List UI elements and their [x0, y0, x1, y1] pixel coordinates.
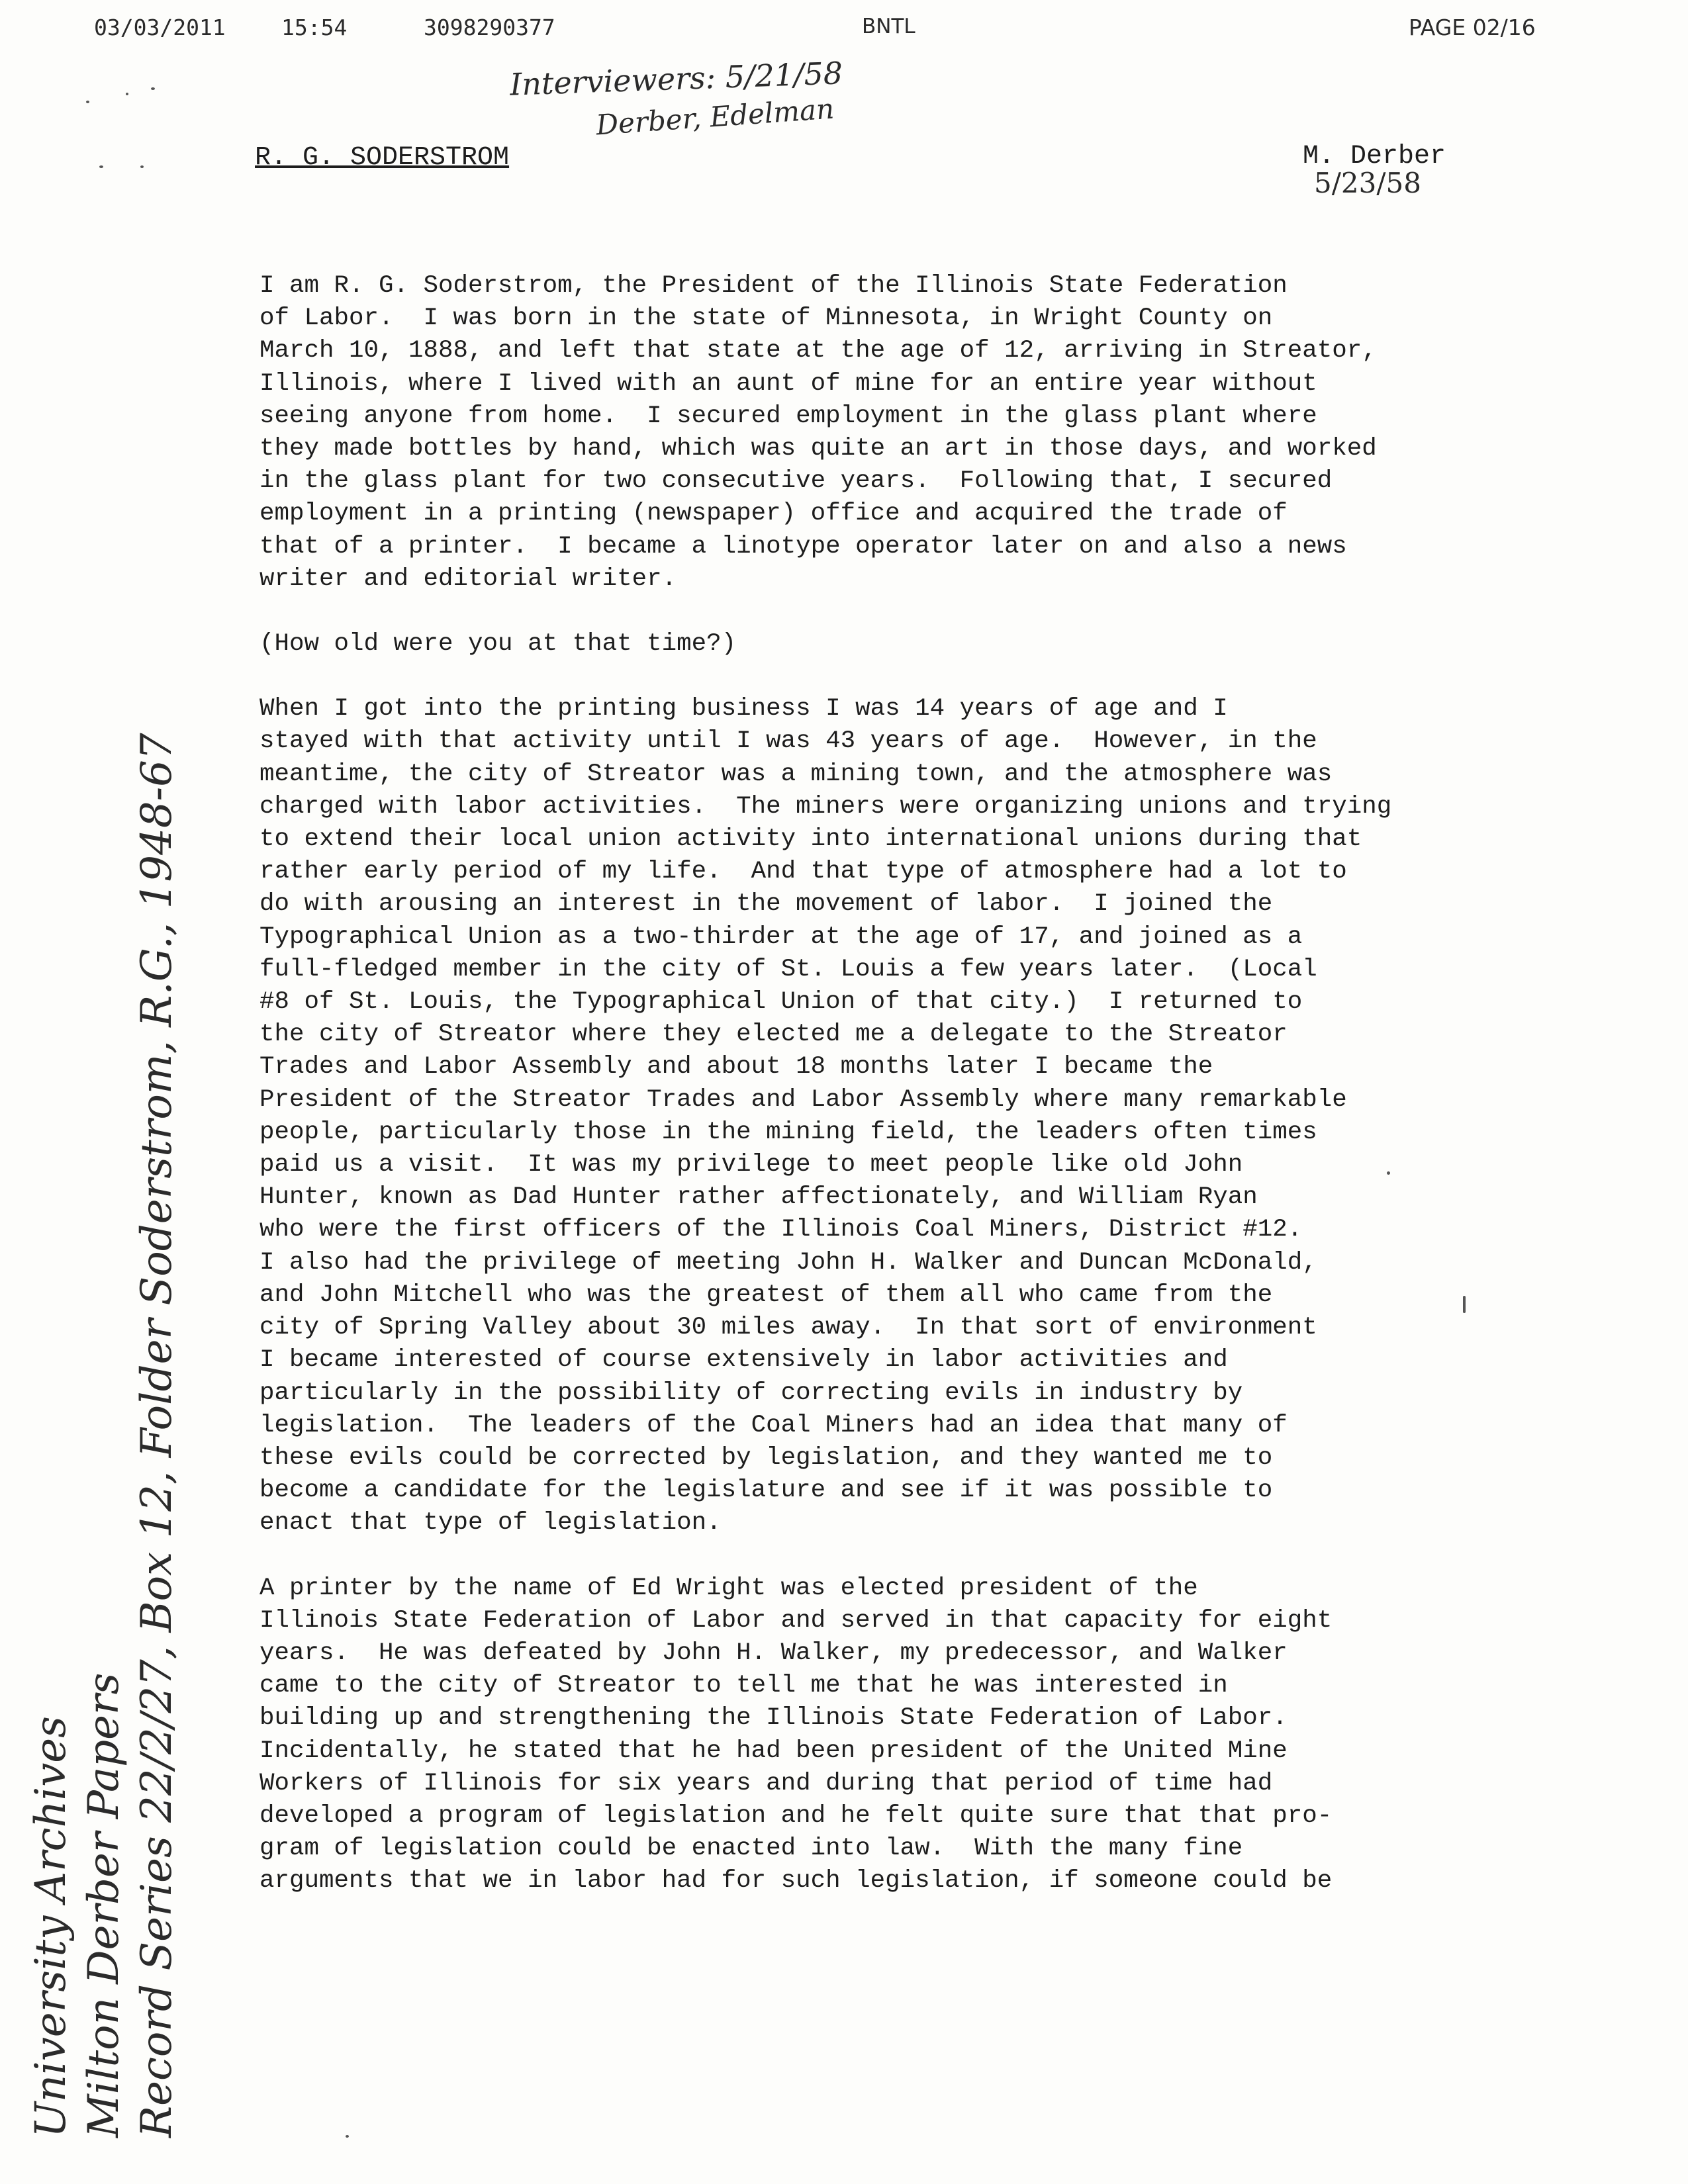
transcript-line: these evils could be corrected by legislation, and they wanted me to	[259, 1443, 1273, 1472]
transcript-paragraph	[259, 270, 1537, 596]
transcript-line: city of Spring Valley about 30 miles away. In that sort of environment	[259, 1314, 1317, 1342]
transcript-paragraph	[259, 1572, 1537, 1898]
transcript-line: I became interested of course extensively in labor activities and	[259, 1346, 1228, 1375]
scan-speck	[151, 87, 155, 90]
transcript-line: writer and editorial writer.	[259, 565, 677, 593]
transcript-line: Hunter, known as Dad Hunter rather affectionately, and William Ryan	[259, 1183, 1258, 1212]
transcript-line: I am R. G. Soderstrom, the President of the Illinois State Federation	[259, 272, 1288, 300]
interviewee-name-heading: R. G. SODERSTROM	[255, 143, 510, 173]
interviewer-name: M. Derber	[1303, 142, 1446, 171]
interview-date: 5/23/58	[1314, 167, 1421, 199]
fax-page-number: PAGE 02/16	[1409, 15, 1536, 40]
handwritten-interviewer-names: Derber, Edelman	[594, 92, 835, 142]
transcript-line: particularly in the possibility of correcting evils in industry by	[259, 1379, 1243, 1407]
transcript-line: Trades and Labor Assembly and about 18 months later I became the	[259, 1053, 1213, 1081]
transcript-line: Illinois State Federation of Labor and served in that capacity for eight	[259, 1606, 1333, 1635]
transcript-line: building up and strengthening the Illinois State Federation of Labor.	[259, 1704, 1288, 1733]
transcript-line: paid us a visit. It was my privilege to meet people like old John	[259, 1151, 1243, 1179]
transcript-line: they made bottles by hand, which was quite an art in those days, and worked	[259, 435, 1377, 463]
transcript-line: A printer by the name of Ed Wright was elected president of the	[259, 1574, 1198, 1602]
transcript-line: meantime, the city of Streator was a mining town, and the atmosphere was	[259, 760, 1333, 788]
transcript-line: When I got into the printing business I was 14 years of age and I	[259, 695, 1228, 723]
scan-speck	[99, 165, 103, 168]
fax-phone-number: 3098290377	[424, 15, 555, 40]
margin-note-archives: University Archives	[26, 1716, 75, 2138]
transcript-line: Incidentally, he stated that he had been president of the United Mine	[259, 1737, 1288, 1765]
archive-margin-notes	[26, 733, 225, 2138]
transcript-line: that of a printer. I became a linotype operator later on and also a news	[259, 532, 1347, 561]
scan-speck	[346, 2135, 349, 2138]
margin-note-series: Record Series 22/2/27, Box 12, Folder Soderstrom, R.G., 1948-67	[132, 733, 181, 2138]
transcript-body	[259, 270, 1537, 1931]
transcript-line: legislation. The leaders of the Coal Miners had an idea that many of	[259, 1411, 1288, 1439]
scan-speck	[86, 101, 89, 103]
fax-time: 15:54	[281, 15, 348, 40]
transcript-line: become a candidate for the legislature and see if it was possible to	[259, 1477, 1273, 1505]
transcript-paragraph	[259, 628, 1537, 660]
transcript-line: to extend their local union activity into international unions during that	[259, 825, 1362, 854]
transcript-paragraph	[259, 693, 1537, 1539]
transcript-line: Workers of Illinois for six years and during that period of time had	[259, 1769, 1273, 1797]
transcript-line: developed a program of legislation and he felt quite sure that that pro-	[259, 1801, 1333, 1830]
scan-speck	[140, 165, 144, 168]
transcript-line: do with arousing an interest in the movement of labor. I joined the	[259, 890, 1273, 919]
transcript-line: Illinois, where I lived with an aunt of mine for an entire year without	[259, 369, 1317, 398]
transcript-line: (How old were you at that time?)	[259, 630, 737, 659]
transcript-line: full-fledged member in the city of St. Louis a few years later. (Local	[259, 955, 1317, 983]
transcript-line: I also had the privilege of meeting John H. Walker and Duncan McDonald,	[259, 1248, 1317, 1277]
scan-speck	[126, 93, 128, 95]
transcript-line: charged with labor activities. The miners were organizing unions and trying	[259, 792, 1392, 821]
transcript-line: arguments that we in labor had for such legislation, if someone could be	[259, 1867, 1333, 1895]
transcript-line: enact that type of legislation.	[259, 1509, 722, 1537]
transcript-line: people, particularly those in the mining field, the leaders often times	[259, 1118, 1317, 1146]
transcript-line: came to the city of Streator to tell me that he was interested in	[259, 1672, 1228, 1700]
transcript-line: the city of Streator where they elected me a delegate to the Streator	[259, 1021, 1288, 1049]
transcript-line: Typographical Union as a two-thirder at the age of 17, and joined as a	[259, 923, 1303, 951]
fax-header	[0, 15, 1688, 48]
margin-note-collection: Milton Derber Papers	[79, 1672, 128, 2138]
transcript-line: employment in a printing (newspaper) office and acquired the trade of	[259, 500, 1288, 528]
transcript-line: stayed with that activity until I was 43 years of age. However, in the	[259, 727, 1317, 756]
transcript-line: gram of legislation could be enacted into law. With the many fine	[259, 1835, 1243, 1863]
transcript-line: who were the first officers of the Illinois Coal Miners, District #12.	[259, 1216, 1303, 1244]
transcript-line: years. He was defeated by John H. Walker, my predecessor, and Walker	[259, 1639, 1288, 1667]
transcript-line: President of the Streator Trades and Labor Assembly where many remarkable	[259, 1085, 1347, 1114]
transcript-line: seeing anyone from home. I secured employment in the glass plant where	[259, 402, 1317, 430]
transcript-line: of Labor. I was born in the state of Minnesota, in Wright County on	[259, 304, 1273, 333]
fax-sender: BNTL	[862, 15, 915, 38]
handwritten-interviewers-note: Interviewers: 5/21/58	[509, 55, 843, 103]
transcript-line: rather early period of my life. And that type of atmosphere had a lot to	[259, 858, 1347, 886]
transcript-line: #8 of St. Louis, the Typographical Union of that city.) I returned to	[259, 988, 1303, 1017]
transcript-line: March 10, 1888, and left that state at the age of 12, arriving in Streator,	[259, 337, 1377, 365]
transcript-line: and John Mitchell who was the greatest of them all who came from the	[259, 1281, 1273, 1309]
fax-date: 03/03/2011	[94, 15, 226, 40]
transcript-line: in the glass plant for two consecutive years. Following that, I secured	[259, 467, 1333, 496]
